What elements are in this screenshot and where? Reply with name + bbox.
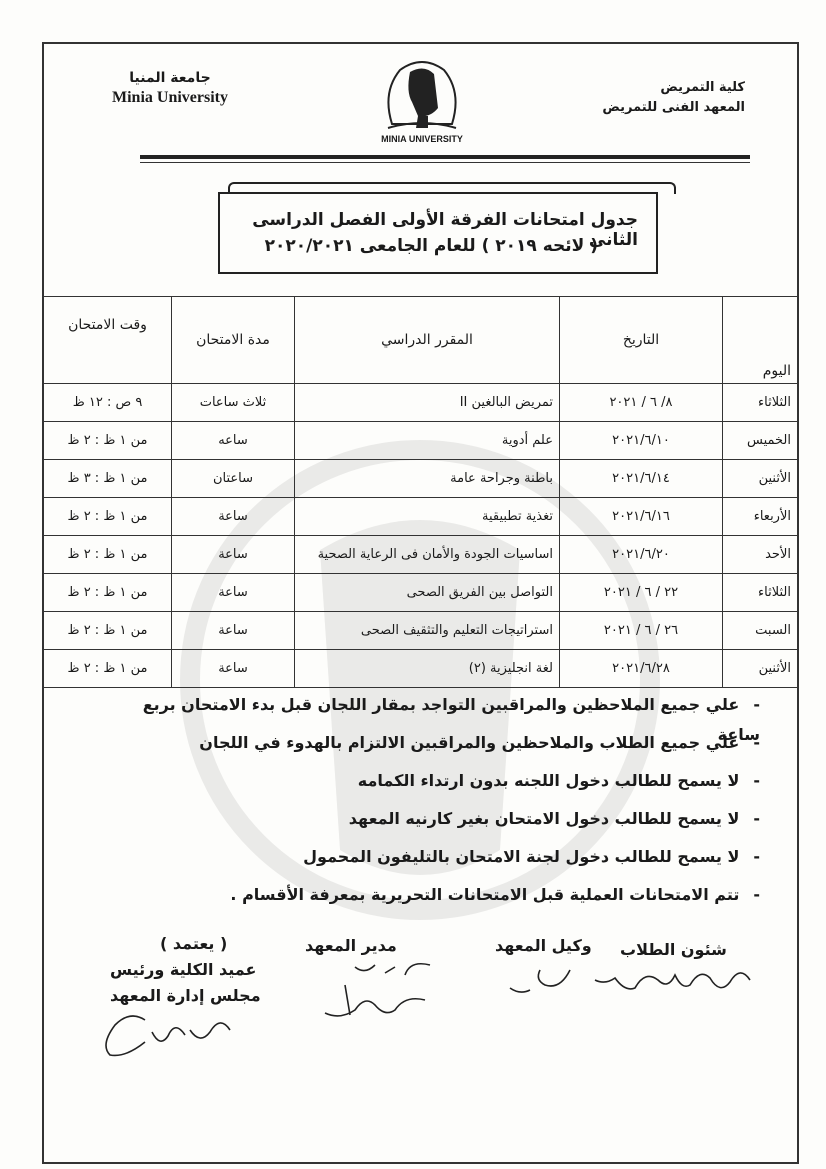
cell-duration: ثلاث ساعات [172,384,295,422]
approve-label: ( يعتمد ) [160,934,228,953]
cell-course: لغة انجليزية (٢) [295,650,560,688]
cell-time: من ١ ظ : ٢ ظ [44,574,172,612]
signature-dean [90,1000,240,1060]
exam-instructions [100,690,760,918]
cell-duration: ساعة [172,612,295,650]
instruction-item: - تتم الامتحانات العملية قبل الامتحانات التحريرية بمعرفة الأقسام . [100,880,760,918]
table-row [44,498,798,536]
cell-time: من ١ ظ : ٢ ظ [44,536,172,574]
director-label: مدير المعهد [305,936,397,955]
cell-day: الأحد [723,536,798,574]
cell-day: السبت [723,612,798,650]
signature-vice-dean [500,960,580,1000]
table-row [44,612,798,650]
university-name-ar: جامعة المنيا [129,70,211,86]
cell-course: علم أدوية [295,422,560,460]
cell-course: التواصل بين الفريق الصحى [295,574,560,612]
header-duration: مدة الامتحان [172,297,295,384]
vice-dean-label: وكيل المعهد [495,936,592,955]
cell-day: الثلاثاء [723,384,798,422]
instruction-item: - لا يسمح للطالب دخول لجنة الامتحان بالتليفون المحمول [100,842,760,880]
cell-date: ٢٠٢١/٦/١٦ [560,498,723,536]
instruction-item: - لا يسمح للطالب دخول اللجنه بدون ارتداء الكمامه [100,766,760,804]
cell-course: استراتيجات التعليم والتثقيف الصحى [295,612,560,650]
header-day: اليوم [723,297,798,384]
cell-time: من ١ ظ : ٢ ظ [44,650,172,688]
cell-date: ٢٦ / ٦ / ٢٠٢١ [560,612,723,650]
cell-duration: ساعة [172,498,295,536]
title-scroll [218,192,658,274]
header-date: التاريخ [560,297,723,384]
instruction-item: - علي جميع الطلاب والملاحظين والمراقبين الالتزام بالهدوء في اللجان [100,728,760,766]
cell-duration: ساعة [172,650,295,688]
cell-duration: ساعتان [172,460,295,498]
schedule-subtitle: ( لائحه ٢٠١٩ ) للعام الجامعى ٢٠٢٠/٢٠٢١ [264,236,598,256]
cell-time: من ١ ظ : ٣ ظ [44,460,172,498]
cell-day: الخميس [723,422,798,460]
table-row [44,460,798,498]
cell-duration: ساعة [172,574,295,612]
exam-schedule-table [43,296,798,688]
dean-title-line1: عميد الكلية ورئيس [110,960,257,979]
cell-day: الثلاثاء [723,574,798,612]
cell-date: ٢٠٢١/٦/٢٠ [560,536,723,574]
table-header-row [44,297,798,384]
table-row [44,536,798,574]
table-row [44,574,798,612]
cell-date: ٨/ ٦ / ٢٠٢١ [560,384,723,422]
faculty-name: كلية التمريض [660,80,745,95]
instruction-item: - علي جميع الملاحظين والمراقبين التواجد بمقار اللجان قبل بدء الامتحان بربع ساعة [100,690,760,728]
cell-day: الأربعاء [723,498,798,536]
students-affairs-label: شئون الطلاب [620,940,727,959]
cell-course: تغذية تطبيقية [295,498,560,536]
university-name-block [95,70,245,107]
header-course: المقرر الدراسي [295,297,560,384]
cell-day: الأثنين [723,460,798,498]
cell-time: من ١ ظ : ٢ ظ [44,612,172,650]
cell-time: ٩ ص : ١٢ ظ [44,384,172,422]
cell-course: تمريض البالغين II [295,384,560,422]
cell-course: باطنة وجراحة عامة [295,460,560,498]
cell-duration: ساعة [172,536,295,574]
cell-date: ٢٢ / ٦ / ٢٠٢١ [560,574,723,612]
university-logo [372,52,472,152]
cell-time: من ١ ظ : ٢ ظ [44,498,172,536]
header-divider-thick [140,155,750,159]
cell-date: ٢٠٢١/٦/١٠ [560,422,723,460]
table-row [44,650,798,688]
header-time: وقت الامتحان [44,297,172,384]
instruction-item: - لا يسمح للطالب دخول الامتحان بغير كارنيه المعهد [100,804,760,842]
table-row [44,422,798,460]
faculty-block [595,78,745,118]
cell-date: ٢٠٢١/٦/٢٨ [560,650,723,688]
cell-course: اساسيات الجودة والأمان فى الرعاية الصحية [295,536,560,574]
logo-emblem-icon [372,52,472,136]
schedule-title: جدول امتحانات الفرقة الأولى الفصل الدراسى الثانى [252,210,638,250]
cell-time: من ١ ظ : ٢ ظ [44,422,172,460]
university-name-en: Minia University [112,89,228,106]
signature-students-affairs [590,960,760,1000]
dean-title-line2: مجلس إدارة المعهد [110,986,261,1005]
header-divider-thin [140,162,750,163]
cell-date: ٢٠٢١/٦/١٤ [560,460,723,498]
institute-name: المعهد الفنى للتمريض [602,100,745,115]
logo-caption: MINIA UNIVERSITY [381,134,463,144]
table-row [44,384,798,422]
signature-director [315,955,445,1025]
cell-duration: ساعه [172,422,295,460]
cell-day: الأثنين [723,650,798,688]
